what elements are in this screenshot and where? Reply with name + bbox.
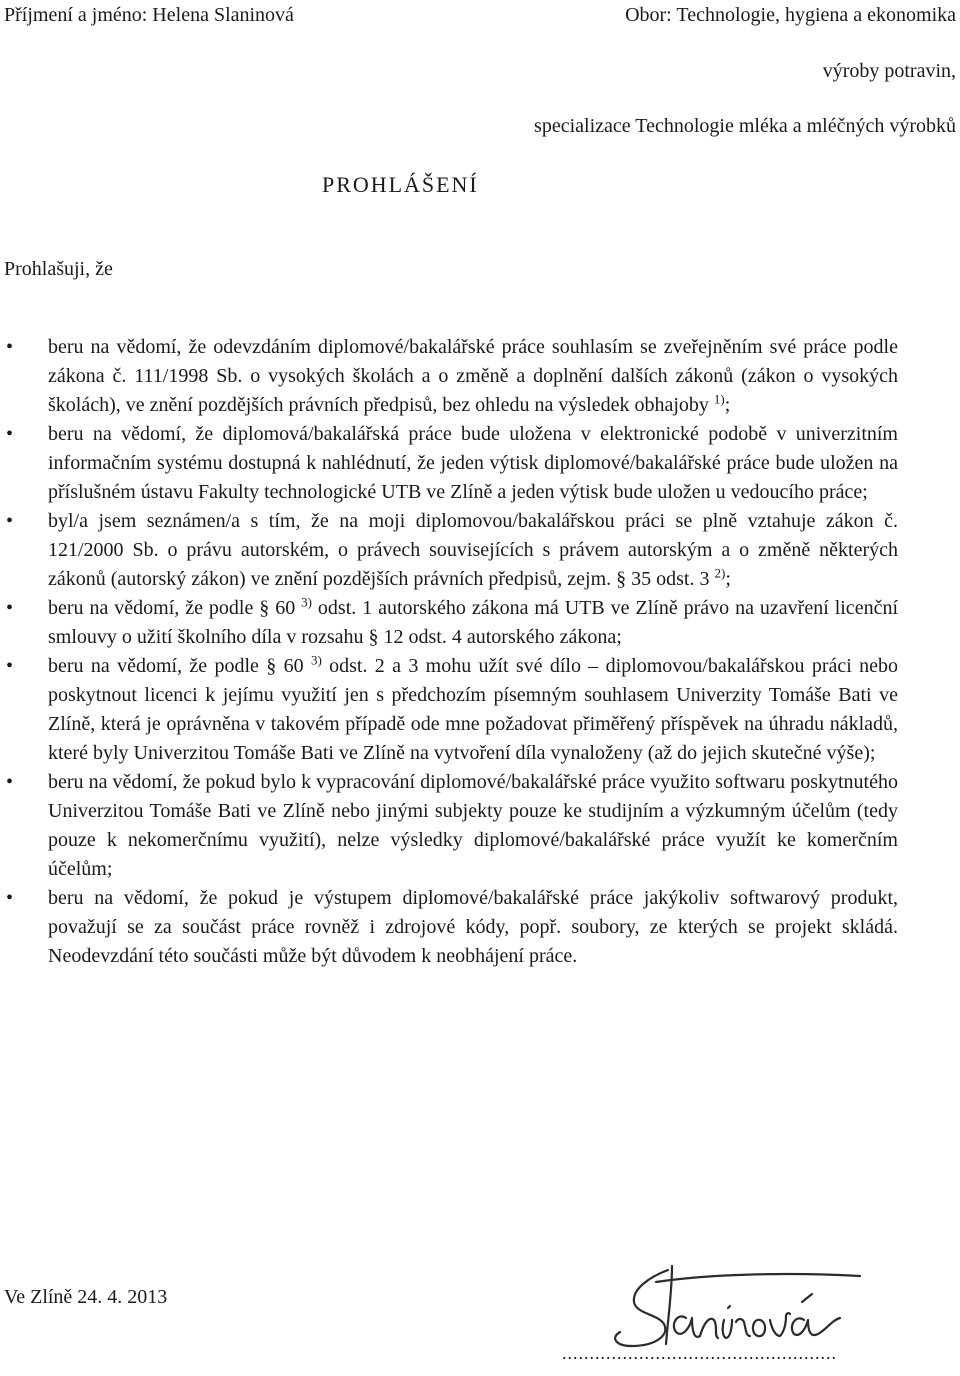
bullet-icon: • — [6, 887, 14, 909]
item-text: byl/a jsem seznámen/a s tím, že na moji diplomovou/bakalářskou práci se plně vztahuje zákon č. 121/2000 Sb. o právu autorském, o právech souvisejících s právem autorským a o změně některých zákonů (autorský zákon) ve znění pozdějších právních předpisů, zejm. § 35 odst. 3 — [48, 510, 898, 590]
item-text: beru na vědomí, že pokud bylo k vypracování diplomové/bakalářské práce využito softwaru poskytnutého Univerzitou Tomáše Bati ve Zlíně nebo jinými subjekty pouze ke studijním a výzkumným účelům (tedy pouze k nekomerčnímu využití), nelze výsledky diplomové/bakalářské práce využít ke komerčním účelům; — [48, 771, 898, 880]
document-title: PROHLÁŠENÍ — [322, 172, 479, 197]
bullet-icon: • — [6, 597, 14, 619]
study-field-line-1: Obor: Technologie, hygiena a ekonomika — [625, 4, 956, 26]
declaration-item — [0, 768, 898, 884]
bullet-icon: • — [6, 771, 14, 793]
item-text: beru na vědomí, že podle § 60 — [48, 597, 296, 619]
item-text-end: ; — [724, 394, 731, 416]
study-field-line-3: specializace Technologie mléka a mléčných výrobků — [534, 115, 956, 137]
item-text-end: ; — [725, 568, 731, 590]
bullet-icon: • — [6, 655, 14, 677]
item-text: beru na vědomí, že pokud je výstupem diplomové/bakalářské práce jakýkoliv softwarový produkt, považují se za součást práce rovněž i zdrojové kódy, popř. soubory, ze kterých se projekt skládá. Neodevzdání této součásti může být důvodem k neobhájení práce. — [48, 887, 898, 967]
bullet-icon: • — [6, 336, 14, 358]
author-name: Příjmení a jméno: Helena Slaninová — [4, 4, 294, 26]
declaration-item — [0, 594, 898, 652]
signature-line: .................................................. — [562, 1343, 837, 1363]
item-text-end: odst. 2 a 3 mohu užít své dílo – diplomovou/bakalářskou práci nebo poskytnout licenci k jejímu využití jen s předchozím písemným souhlasem Univerzity Tomáše Bati ve Zlíně, která je oprávněna v takovém případě ode mne požadovat přiměřený příspěvek na úhradu nákladů, které byly Univerzitou Tomáše Bati ve Zlíně na vytvoření díla vynaloženy (až do jejich skutečné výše); — [48, 655, 899, 764]
study-field — [534, 2, 956, 139]
intro-text: Prohlašuji, že — [4, 258, 113, 280]
declaration-list — [0, 333, 898, 971]
declaration-item — [0, 507, 898, 594]
footnote-ref: 3) — [310, 652, 322, 668]
item-text-end: odst. 1 autorského zákona má UTB ve Zlíně právo na uzavření licenční smlouvy o užití školního díla v rozsahu § 12 odst. 4 autorského zákona; — [48, 597, 898, 648]
declaration-item — [0, 420, 898, 507]
declaration-item — [0, 884, 898, 971]
place-and-date: Ve Zlíně 24. 4. 2013 — [4, 1286, 168, 1308]
signature-block — [560, 1262, 910, 1374]
footnote-ref: 1) — [713, 391, 725, 407]
handwritten-signature — [560, 1262, 910, 1352]
item-text: beru na vědomí, že podle § 60 — [48, 655, 304, 677]
item-text: beru na vědomí, že odevzdáním diplomové/bakalářské práce souhlasím se zveřejněním své práce podle zákona č. 111/1998 Sb. o vysokých školách a o změně a doplnění dalších zákonů (zákon o vysokých školách), ve znění pozdějších právních předpisů, bez ohledu na výsledek obhajoby — [48, 336, 898, 416]
declaration-item — [0, 652, 898, 768]
study-field-line-2: výroby potravin, — [822, 60, 956, 82]
item-text: beru na vědomí, že diplomová/bakalářská práce bude uložena v elektronické podobě v univerzitním informačním systému dostupná k nahlédnutí, že jeden výtisk diplomové/bakalářské práce bude uložen na příslušném ústavu Fakulty technologické UTB ve Zlíně a jeden výtisk bude uložen u vedoucího práce; — [48, 423, 898, 503]
declaration-item — [0, 333, 898, 420]
bullet-icon: • — [6, 423, 14, 445]
bullet-icon: • — [6, 510, 14, 532]
footnote-ref: 3) — [301, 594, 312, 610]
footnote-ref: 2) — [714, 565, 726, 581]
